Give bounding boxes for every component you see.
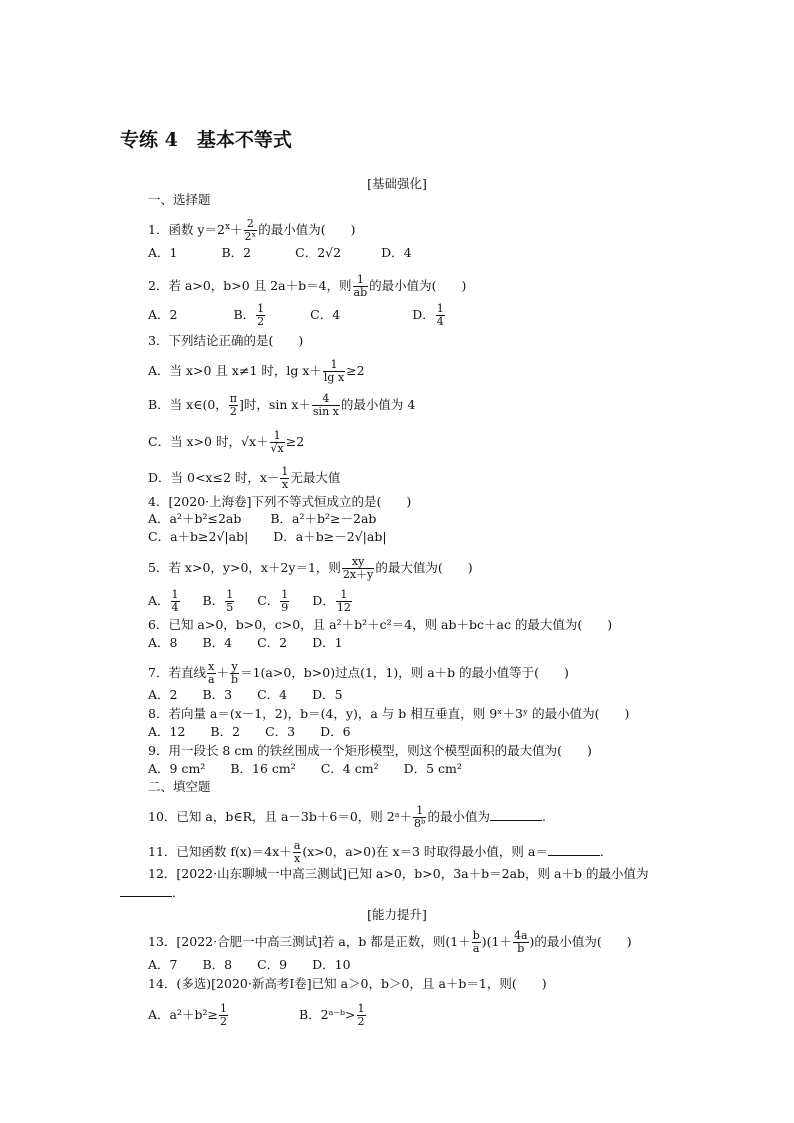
question-11: 11．已知函数 f(x)＝4x＋ $\frac{a}{x}$ (x>0，a>0)在 x＝3 时取得最小值，则 a＝ ． (148, 839, 613, 865)
question-12: 12．[2022·山东聊城一中高三测试]已知 a>0，b>0，3a＋b＝2ab，则 a＋b 的最小值为 (148, 866, 649, 881)
question-8: 8．若向量 a＝(x－1，2)，b＝(4，y)，a 与 b 相互垂直，则 9ˣ＋3ʸ 的最小值为( ) (148, 706, 630, 721)
question-3-option-b: B．当 x∈(0， $\frac{\pi}{2}$ ]时，sin x＋ $\frac{4}{\text{sin x}}$ 的最小值为 4 (148, 392, 416, 418)
question-7: 7．若直线 $\frac{x}{a}$ ＋ $\frac{y}{b}$ ＝1(a>0，b>0)过点(1，1)，则 a＋b 的最小值等于( ) (148, 660, 569, 686)
question-3: 3．下列结论正确的是( ) (148, 333, 304, 348)
question-14-options: A．a²＋b²≥ $\frac{1}{2}$ B．2ᵃ⁻ᵇ> $\frac{1}{2}$ (148, 1002, 365, 1028)
section-basic: [基础强化] (367, 176, 427, 191)
part-fill: 二、填空题 (148, 779, 211, 794)
question-3-option-a: A．当 x>0 且 x≠1 时，lg x＋ $\frac{1}{\text{lg x}}$ ≥2 (148, 358, 365, 384)
question-9-options: A．9 cm² B．16 cm² C．4 cm² D．5 cm² (148, 761, 462, 776)
question-8-options: A．12 B．2 C．3 D．6 (148, 724, 351, 739)
question-12-blank-line: ． (120, 884, 185, 901)
question-3-option-c: C．当 x>0 时，√x＋ $\frac{1}{√x}$ ≥2 (148, 429, 305, 455)
answer-blank[interactable] (120, 884, 172, 897)
question-5: 5．若 x>0，y>0，x＋2y＝1，则 $\frac{xy}{2x+y}$ 的最大值为( ) (148, 555, 473, 581)
question-5-options: A． $\frac{1}{4}$ B． $\frac{1}{5}$ C． $\frac{1}{9}$ D． $\frac{1}{12}$ (148, 588, 351, 614)
question-2: 2．若 a>0，b>0 且 2a＋b＝4，则 $\frac{1}{ab}$ 的最小值为( ) (148, 273, 467, 299)
question-13: 13．[2022·合肥一中高三测试]若 a，b 都是正数，则(1＋ $\frac{b}{a}$ )(1＋ $\frac{4a}{b}$ )的最小值为( ) (148, 929, 632, 955)
question-4-options-row1: A．a²＋b²≤2ab B．a²＋b²≥－2ab (148, 511, 377, 526)
question-6-options: A．8 B．4 C．2 D．1 (148, 635, 343, 650)
question-2-options: A．2 B． $\frac{1}{2}$ C．4 D． $\frac{1}{4}$ (148, 302, 444, 328)
question-1: 1．函数 $y=2^x+$ $\frac{2}{\text{2ˣ}}$ 的最小值为( ) (148, 217, 356, 243)
question-3-option-d: D．当 0<x≤2 时，x－ $\frac{1}{x}$ 无最大值 (148, 465, 341, 491)
section-advanced: [能力提升] (367, 907, 427, 922)
question-10: 10．已知 a，b∈R，且 a－3b＋6＝0，则 2ᵃ＋ $\frac{1}{\text{8ᵇ}}$ 的最小值为 . (148, 804, 546, 830)
answer-blank[interactable] (490, 808, 542, 821)
question-6: 6．已知 a>0，b>0，c>0，且 a²＋b²＋c²＝4，则 ab＋bc＋ac 的最大值为( ) (148, 617, 613, 632)
question-13-options: A．7 B．8 C．9 D．10 (148, 957, 351, 972)
question-7-options: A．2 B．3 C．4 D．5 (148, 687, 343, 702)
question-14: 14．(多选)[2020·新高考Ⅰ卷]已知 a＞0，b＞0，且 a＋b＝1，则( ) (148, 976, 547, 991)
page-title: 专练 4 基本不等式 (120, 129, 292, 151)
answer-blank[interactable] (548, 843, 600, 856)
question-4-options-row2: C．a＋b≥2√|ab| D．a＋b≥－2√|ab| (148, 529, 387, 544)
question-9: 9．用一段长 8 cm 的铁丝围成一个矩形模型，则这个模型面积的最大值为( ) (148, 743, 592, 758)
question-1-options: A．1 B．2 C．2√2 D．4 (148, 245, 412, 260)
part-choice: 一、选择题 (148, 192, 211, 207)
question-4: 4．[2020·上海卷]下列不等式恒成立的是( ) (148, 494, 412, 509)
